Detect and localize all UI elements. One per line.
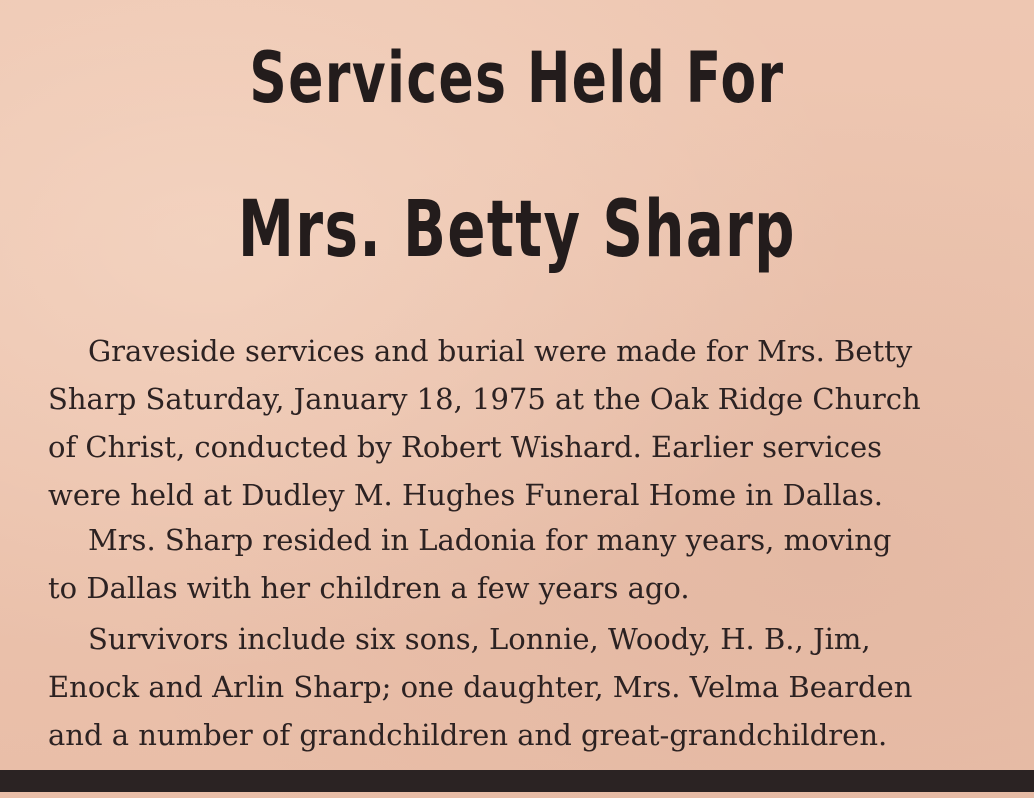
paragraph-line: Enock and Arlin Sharp; one daughter, Mrs. Velma Bearden	[48, 670, 913, 704]
paragraph-line: and a number of grandchildren and great-grandchildren.	[48, 718, 888, 752]
paragraph-line: to Dallas with her children a few years ago.	[48, 571, 690, 605]
paragraph-residence	[48, 516, 1008, 612]
paragraph-line: Survivors include six sons, Lonnie, Woody, H. B., Jim,	[88, 622, 871, 656]
paragraph-line: Graveside services and burial were made for Mrs. Betty	[88, 334, 913, 368]
paragraph-line: Mrs. Sharp resided in Ladonia for many years, moving	[88, 523, 892, 557]
paragraph-survivors	[48, 615, 1008, 759]
headline-line-1: Services Held For	[249, 37, 785, 119]
headline-line-2: Mrs. Betty Sharp	[238, 185, 796, 275]
paragraph-services	[48, 327, 1008, 519]
paragraph-line: Sharp Saturday, January 18, 1975 at the Oak Ridge Church	[48, 382, 921, 416]
paragraph-line: of Christ, conducted by Robert Wishard. Earlier services	[48, 430, 883, 464]
bottom-rule	[0, 770, 1034, 792]
paragraph-line: were held at Dudley M. Hughes Funeral Home in Dallas.	[48, 478, 883, 512]
